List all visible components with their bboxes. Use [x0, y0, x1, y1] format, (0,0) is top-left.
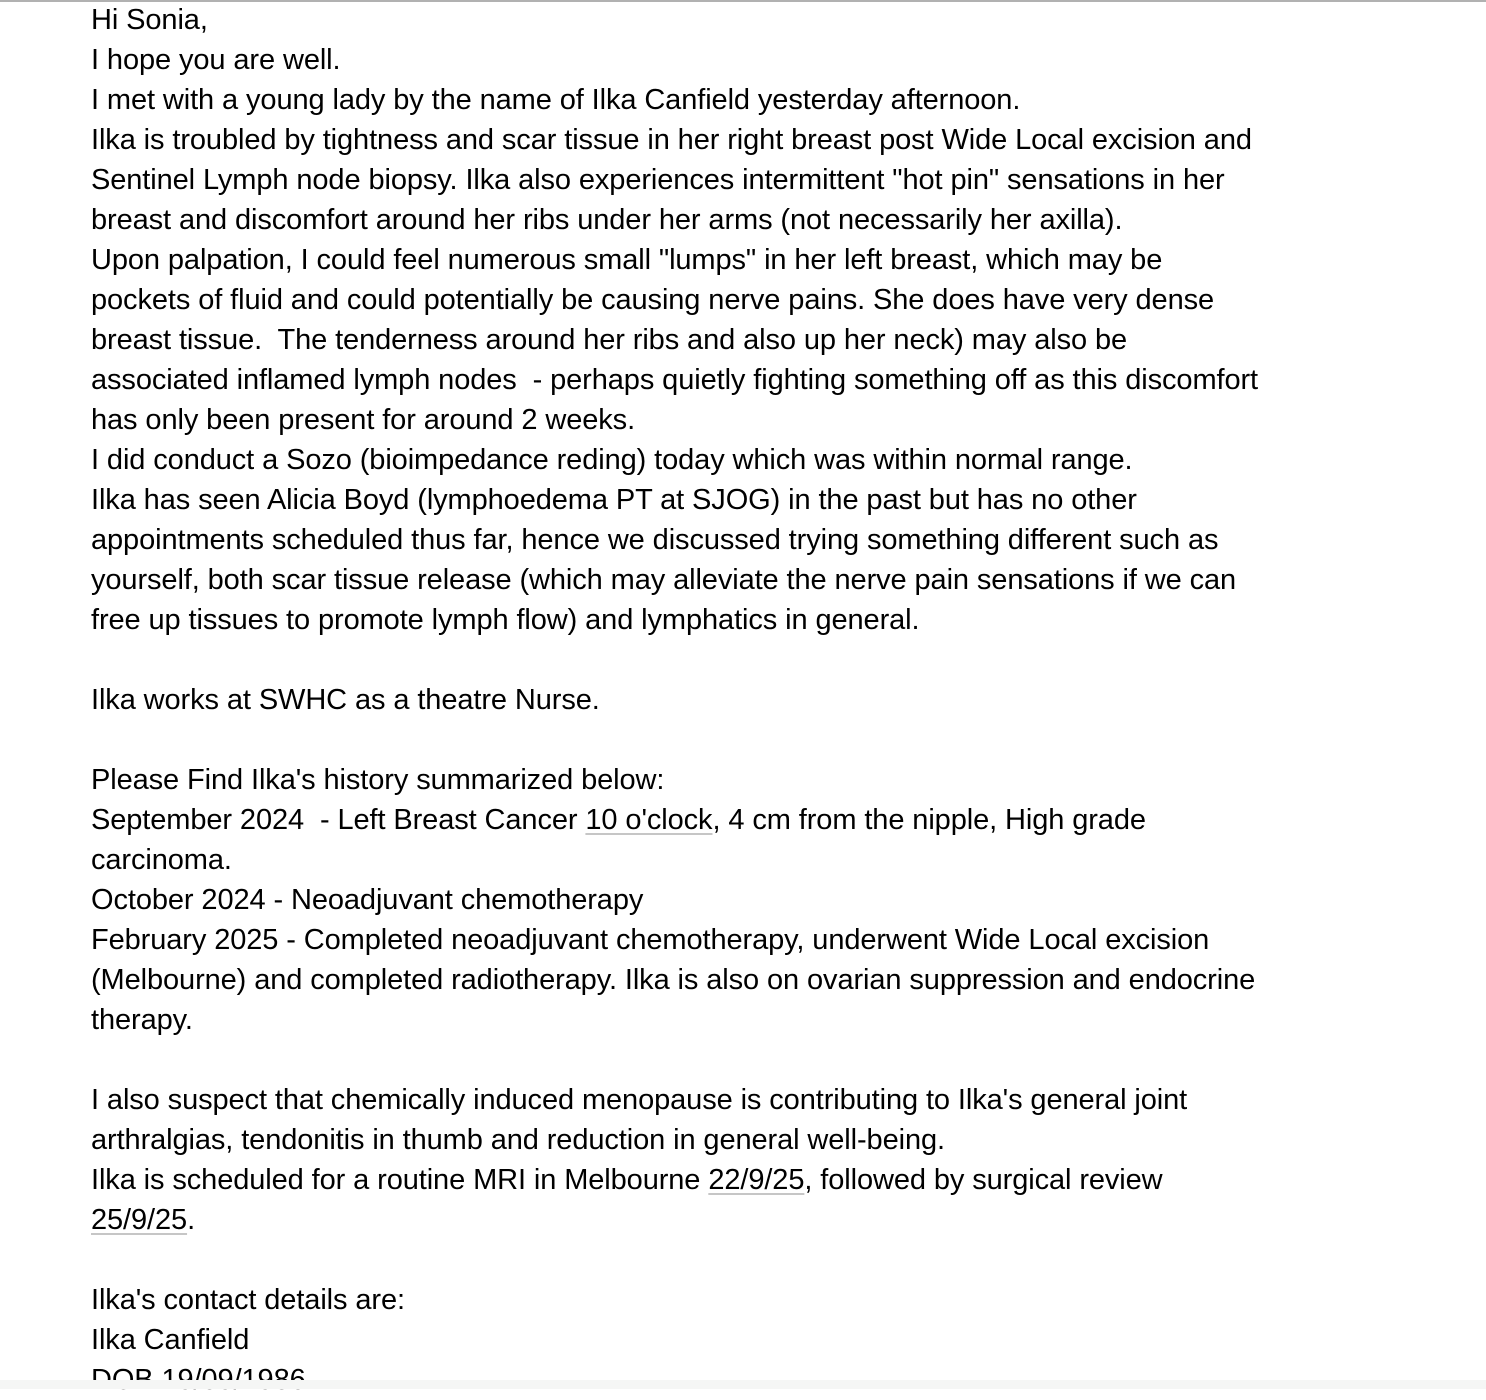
text-line	[91, 1280, 1456, 1320]
text-segment: , followed by surgical review	[804, 1164, 1163, 1196]
blank-line	[91, 1240, 1456, 1280]
text-segment: arthralgias, tendonitis in thumb and reduction in general well-being.	[91, 1124, 945, 1156]
text-line	[91, 440, 1456, 480]
text-line	[91, 920, 1456, 960]
text-segment: .	[187, 1204, 196, 1236]
text-line	[91, 200, 1456, 240]
text-segment: February 2025 - Completed neoadjuvant chemotherapy, underwent Wide Local excision	[91, 924, 1210, 956]
text-segment: has only been present for around 2 weeks.	[91, 404, 636, 436]
text-line	[91, 800, 1456, 840]
text-segment: carcinoma.	[91, 844, 232, 876]
window-top-divider	[0, 0, 1486, 2]
text-segment: free up tissues to promote lymph flow) and lymphatics in general.	[91, 604, 920, 636]
text-segment: therapy.	[91, 1004, 193, 1036]
text-line	[91, 240, 1456, 280]
blank-line	[91, 1040, 1456, 1080]
text-segment: Upon palpation, I could feel numerous small "lumps" in her left breast, which may be	[91, 244, 1163, 276]
text-line	[91, 1080, 1456, 1120]
text-line	[91, 1120, 1456, 1160]
text-segment: Ilka works at SWHC as a theatre Nurse.	[91, 684, 600, 716]
text-line	[91, 680, 1456, 720]
text-line	[91, 160, 1456, 200]
bottom-edge-strip	[0, 1380, 1486, 1389]
text-line	[91, 840, 1456, 880]
text-line	[91, 520, 1456, 560]
text-line	[91, 80, 1456, 120]
text-line	[91, 560, 1456, 600]
blank-line	[91, 640, 1456, 680]
text-line	[91, 1200, 1456, 1240]
text-segment: breast tissue. The tenderness around her ribs and also up her neck) may also be	[91, 324, 1128, 356]
text-line	[91, 0, 1456, 40]
text-segment: I hope you are well.	[91, 44, 341, 76]
text-line	[91, 280, 1456, 320]
text-line	[91, 960, 1456, 1000]
blank-line	[91, 720, 1456, 760]
text-segment: appointments scheduled thus far, hence we discussed trying something different such as	[91, 524, 1219, 556]
text-line	[91, 1160, 1456, 1200]
text-line	[91, 360, 1456, 400]
text-line	[91, 320, 1456, 360]
text-line	[91, 760, 1456, 800]
text-segment: I did conduct a Sozo (bioimpedance reding) today which was within normal range.	[91, 444, 1133, 476]
text-segment: October 2024 - Neoadjuvant chemotherapy	[91, 884, 644, 916]
text-segment: Sentinel Lymph node biopsy. Ilka also experiences intermittent "hot pin" sensations in her	[91, 164, 1225, 196]
text-segment: Ilka is troubled by tightness and scar tissue in her right breast post Wide Local excision and	[91, 124, 1252, 156]
text-segment: Hi Sonia,	[91, 4, 208, 36]
text-line	[91, 400, 1456, 440]
text-segment: I also suspect that chemically induced menopause is contributing to Ilka's general joint	[91, 1084, 1188, 1116]
date-detector-link[interactable]: 25/9/25	[91, 1204, 188, 1236]
text-segment: September 2024 - Left Breast Cancer	[91, 804, 586, 836]
text-segment: (Melbourne) and completed radiotherapy. Ilka is also on ovarian suppression and endocrine	[91, 964, 1256, 996]
text-line	[91, 600, 1456, 640]
text-segment: pockets of fluid and could potentially be causing nerve pains. She does have very dense	[91, 284, 1215, 316]
text-segment: I met with a young lady by the name of Ilka Canfield yesterday afternoon.	[91, 84, 1021, 116]
text-segment: Please Find Ilka's history summarized below:	[91, 764, 665, 796]
text-segment: breast and discomfort around her ribs under her arms (not necessarily her axilla).	[91, 204, 1123, 236]
text-segment: associated inflamed lymph nodes - perhaps quietly fighting something off as this discomfort	[91, 364, 1258, 396]
text-line	[91, 480, 1456, 520]
text-segment: Ilka's contact details are:	[91, 1284, 405, 1316]
text-segment: Ilka has seen Alicia Boyd (lymphoedema PT at SJOG) in the past but has no other	[91, 484, 1137, 516]
text-line	[91, 120, 1456, 160]
text-line	[91, 880, 1456, 920]
text-segment: Ilka is scheduled for a routine MRI in Melbourne	[91, 1164, 709, 1196]
text-line	[91, 1000, 1456, 1040]
text-line	[91, 40, 1456, 80]
email-body-text	[91, 0, 1456, 1400]
text-segment: yourself, both scar tissue release (which may alleviate the nerve pain sensations if we can	[91, 564, 1237, 596]
date-detector-link[interactable]: 10 o'clock	[585, 804, 713, 836]
text-segment: Ilka Canfield	[91, 1324, 250, 1356]
date-detector-link[interactable]: 22/9/25	[708, 1164, 805, 1196]
text-line	[91, 1320, 1456, 1360]
text-segment: , 4 cm from the nipple, High grade	[712, 804, 1146, 836]
